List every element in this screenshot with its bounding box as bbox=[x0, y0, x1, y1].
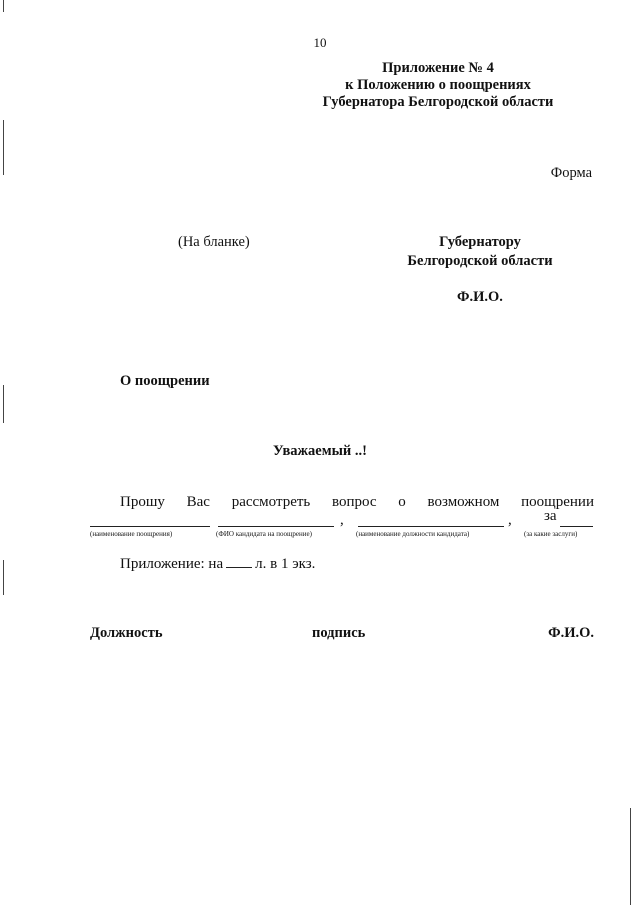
scan-edge-mark bbox=[3, 560, 4, 595]
request-word: рассмотреть bbox=[231, 494, 311, 510]
letterhead-note: (На бланке) bbox=[178, 234, 250, 250]
page-number: 10 bbox=[313, 35, 327, 50]
appendix-reference: к Положению о поощрениях bbox=[345, 77, 531, 93]
attachment-suffix: л. в 1 экз. bbox=[255, 556, 316, 572]
letter-subject: О поощрении bbox=[120, 373, 210, 389]
request-word: возможном bbox=[427, 494, 500, 510]
recipient-fio: Ф.И.О. bbox=[457, 289, 503, 305]
request-word: вопрос bbox=[331, 494, 377, 510]
request-word: Вас bbox=[186, 494, 210, 510]
signer-fio: Ф.И.О. bbox=[548, 625, 594, 641]
merits-caption: (за какие заслуги) bbox=[524, 530, 578, 538]
attachment-line bbox=[120, 555, 315, 573]
award-name-field[interactable] bbox=[90, 526, 210, 527]
request-word: Прошу bbox=[120, 494, 165, 510]
candidate-position-caption: (наименование должности кандидата) bbox=[356, 530, 470, 538]
recipient-title: Губернатору bbox=[439, 234, 521, 250]
request-word: о bbox=[398, 494, 406, 510]
signature-row bbox=[90, 625, 594, 645]
scan-edge-mark bbox=[3, 0, 4, 12]
scan-edge-mark bbox=[3, 385, 4, 423]
award-name-caption: (наименование поощрения) bbox=[90, 530, 173, 538]
form-label: Форма bbox=[550, 165, 592, 181]
request-text bbox=[120, 494, 594, 511]
candidate-fio-field[interactable] bbox=[218, 526, 334, 527]
merits-field[interactable] bbox=[560, 526, 593, 527]
appendix-owner: Губернатора Белгородской области bbox=[322, 94, 554, 110]
appendix-title: Приложение № 4 bbox=[382, 60, 494, 76]
sheet-count-field[interactable] bbox=[226, 555, 252, 568]
candidate-fio-caption: (ФИО кандидата на поощрение) bbox=[216, 530, 312, 538]
attachment-prefix: Приложение: на bbox=[120, 556, 224, 572]
recipient-block bbox=[380, 233, 580, 271]
scan-edge-mark bbox=[3, 120, 4, 175]
greeting: Уважаемый ..! bbox=[273, 443, 367, 459]
candidate-position-field[interactable] bbox=[358, 526, 504, 527]
field-separator: , bbox=[508, 512, 512, 528]
appendix-header bbox=[288, 60, 588, 111]
scan-edge-mark bbox=[630, 808, 631, 905]
merits-prefix: за bbox=[544, 508, 557, 524]
signer-position: Должность bbox=[90, 625, 163, 641]
field-separator: , bbox=[340, 512, 344, 528]
recipient-region: Белгородской области bbox=[407, 253, 553, 269]
signer-signature: подпись bbox=[312, 625, 366, 641]
request-word: поощрении bbox=[521, 494, 594, 510]
